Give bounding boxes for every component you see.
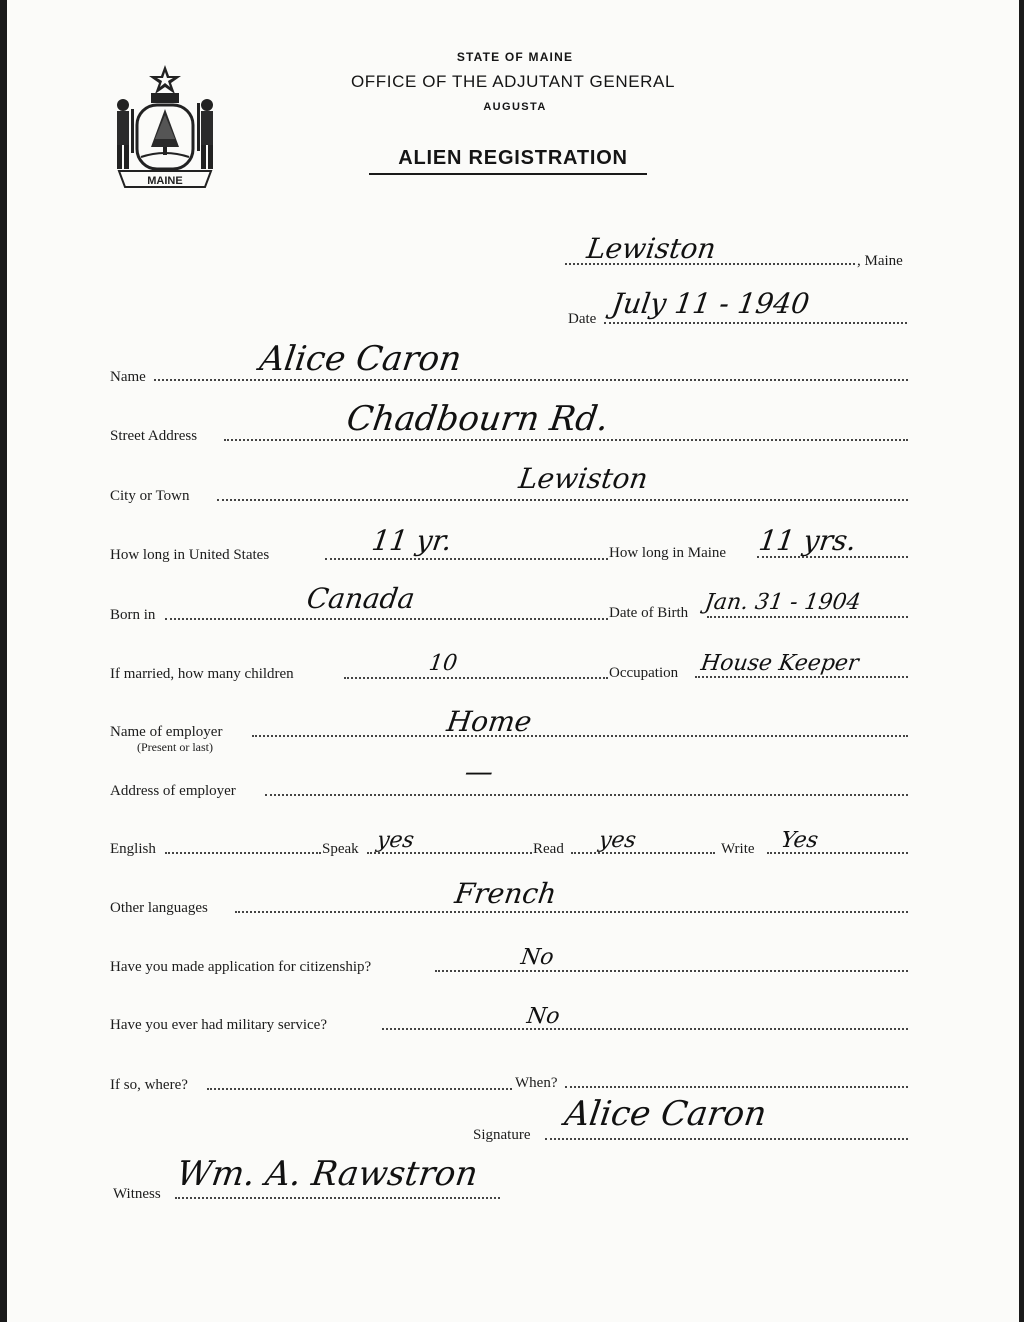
witness-value: Wm. A. Rawstron [174,1154,481,1194]
where-label: If so, where? [110,1077,188,1093]
date-value: July 11 - 1940 [609,287,812,320]
office-heading: OFFICE OF THE ADJUTANT GENERAL [350,72,676,91]
employer-address-value: — [462,755,496,788]
other-languages-value: French [452,877,559,910]
signature-label: Signature [473,1127,531,1143]
occupation-label: Occupation [609,665,679,681]
svg-text:MAINE: MAINE [147,175,183,187]
maine-label: , Maine [857,253,903,269]
military-line [382,1028,908,1030]
date-line [604,322,907,324]
write-value: Yes [779,828,820,853]
military-label: Have you ever had military service? [110,1017,327,1033]
city-heading: AUGUSTA [483,101,547,113]
street-line [224,439,908,441]
employer-address-line [265,794,908,796]
signature-line [545,1138,908,1140]
witness-line [175,1197,500,1199]
when-label: When? [515,1075,558,1091]
name-value: Alice Caron [257,339,464,379]
how-long-maine-value: 11 yrs. [756,524,859,557]
born-in-value: Canada [304,582,417,615]
street-label: Street Address [110,428,198,444]
street-value: Chadbourn Rd. [344,399,612,439]
military-value: No [525,1004,562,1029]
read-value: yes [597,828,638,853]
city-value: Lewiston [516,462,650,495]
employer-value: Home [444,705,534,738]
how-long-us-value: 11 yr. [369,524,454,557]
employer-address-label: Address of employer [110,783,236,799]
title-underline [369,173,647,175]
employer-label: Name of employer [110,724,223,740]
citizenship-value: No [519,945,556,970]
state-heading: STATE OF MAINE [456,50,574,64]
dob-label: Date of Birth [609,605,689,621]
citizenship-line [435,970,908,972]
children-label: If married, how many children [110,666,294,682]
dob-value: Jan. 31 - 1904 [703,590,863,615]
city-line [217,499,908,501]
other-languages-label: Other languages [110,900,208,916]
how-long-us-label: How long in United States [110,547,270,563]
employer-note: (Present or last) [137,740,213,754]
children-line [344,677,608,679]
when-line [565,1086,908,1088]
speak-value: yes [375,828,416,853]
place-value: Lewiston [584,232,718,265]
where-line [207,1088,512,1090]
born-in-line [165,618,608,620]
speak-label: Speak [322,841,359,857]
citizenship-label: Have you made application for citizenship? [110,959,372,975]
form-title: ALIEN REGISTRATION [398,147,628,169]
write-label: Write [721,841,755,857]
registration-form [7,0,1019,1322]
english-label: English [110,841,156,857]
occupation-value: House Keeper [699,651,861,676]
signature-value: Alice Caron [562,1094,769,1134]
read-label: Read [533,841,564,857]
date-label: Date [568,311,597,327]
read-line [571,852,715,854]
children-value: 10 [427,651,459,676]
born-in-label: Born in [110,607,156,623]
other-languages-line [235,911,908,913]
how-long-us-line [325,558,608,560]
employer-line [252,735,908,737]
how-long-maine-label: How long in Maine [609,545,727,561]
witness-label: Witness [113,1186,161,1202]
city-label: City or Town [110,488,190,504]
name-line [154,379,908,381]
english-line [165,852,321,854]
name-label: Name [110,369,146,385]
